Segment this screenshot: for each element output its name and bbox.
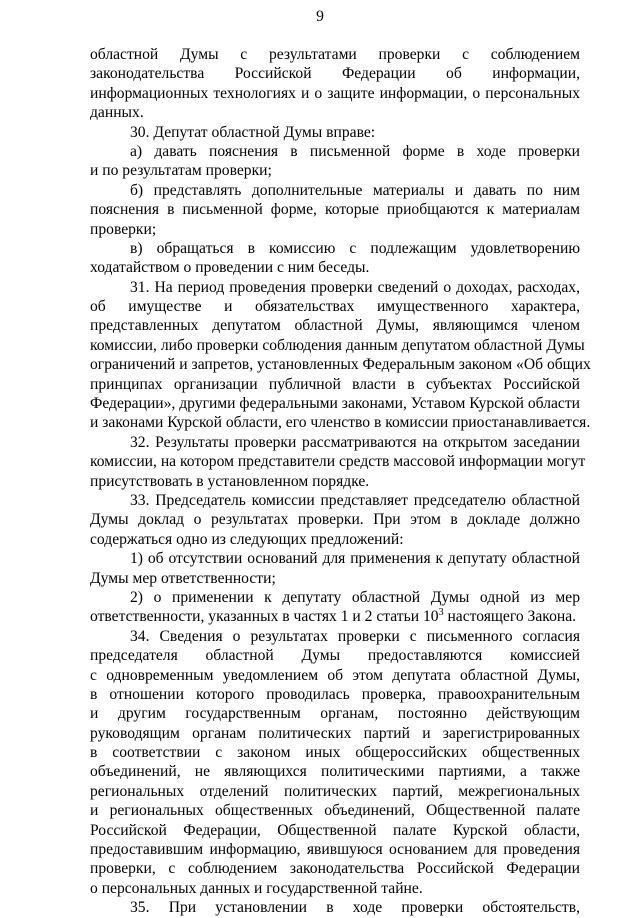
text-line-content: об имуществе и обязательствах имущественного характера, xyxy=(90,298,580,316)
text-line xyxy=(90,433,580,452)
text-line xyxy=(90,239,580,258)
text-line xyxy=(90,278,580,297)
text-line xyxy=(90,588,580,607)
text-line xyxy=(90,64,580,83)
text-line-content: а) давать пояснения в письменной форме в ходе проверки xyxy=(130,142,580,160)
text-line-content: проверки; xyxy=(90,220,157,238)
text-line-content: региональных отделений политических партий, межрегиональных xyxy=(90,782,580,800)
text-line xyxy=(90,646,580,665)
text-line-content: пояснения в письменной форме, которые приобщаются к материалам xyxy=(90,201,580,219)
text-line xyxy=(90,607,580,626)
text-line xyxy=(90,355,591,374)
text-line-content: и по результатам проверки; xyxy=(90,162,272,180)
text-line-content: данных. xyxy=(90,104,144,122)
text-line-content: и региональных общественных объединений, Общественной палате xyxy=(90,802,580,820)
text-line xyxy=(90,123,580,142)
document-body xyxy=(90,45,591,918)
text-line xyxy=(90,103,580,122)
text-line-content: и законами Курской области, его членство в комиссии приостанавливается. xyxy=(90,414,591,432)
text-line-content: 33. Председатель комиссии представляет председателю областной xyxy=(130,491,580,509)
text-line xyxy=(90,84,580,103)
text-line-content: представленных депутатом областной Думы, являющимся членом xyxy=(90,317,580,335)
text-line-content: комиссии, на котором представители средств массовой информации могут xyxy=(90,453,586,471)
text-line-content: законодательства Российской Федерации об информации, xyxy=(90,65,580,83)
text-line xyxy=(90,413,591,432)
text-line xyxy=(90,704,580,723)
text-line-content: в отношении которого проводилась проверка, правоохранительным xyxy=(90,685,580,703)
text-line-content: 34. Сведения о результатах проверки с письменного согласия xyxy=(130,627,580,645)
superscript: 3 xyxy=(438,607,444,619)
text-line-content: Федерации», другими федеральными законами, Уставом Курской области xyxy=(90,395,580,413)
text-line xyxy=(90,220,580,239)
text-line-content: областной Думы с результатами проверки с соблюдением xyxy=(90,46,580,63)
text-line-content: Думы мер ответственности; xyxy=(90,569,276,587)
text-line xyxy=(90,898,580,917)
text-line xyxy=(90,394,580,413)
text-line-content: о персональных данных и государственной тайне. xyxy=(90,879,423,897)
text-line-content: присутствовать в установленном порядке. xyxy=(90,472,370,490)
text-line xyxy=(90,840,580,859)
text-line-content: 1) об отсутствии оснований для применения к депутату областной xyxy=(130,550,580,568)
text-line xyxy=(90,724,580,743)
text-line-content: Российской Федерации, Общественной палате Курской области, xyxy=(90,821,580,839)
text-line-content: председателя областной Думы предоставляются комиссией xyxy=(90,647,580,665)
text-line xyxy=(90,452,586,471)
text-line xyxy=(90,549,580,568)
text-line xyxy=(90,200,580,219)
text-line xyxy=(90,782,580,801)
text-line-content: в соответствии с законом иных общероссийских общественных xyxy=(90,744,580,762)
text-line xyxy=(90,258,580,277)
text-line-content: 30. Депутат областной Думы вправе: xyxy=(130,123,376,141)
text-line-content: 35. При установлении в ходе проверки обстоятельств, xyxy=(130,899,580,917)
text-line-content: информационных технологиях и о защите информации, о персональных xyxy=(90,84,580,102)
text-line-content: проверки, с соблюдением законодательства Российской Федерации xyxy=(90,860,580,878)
text-line xyxy=(90,530,580,549)
text-line xyxy=(90,45,580,64)
text-line-content: содержаться одно из следующих предложений: xyxy=(90,530,404,548)
text-line xyxy=(90,762,580,781)
text-line xyxy=(90,666,580,685)
text-line-content: с одновременным уведомлением об этом депутата областной Думы, xyxy=(90,666,580,684)
text-line xyxy=(90,879,580,898)
text-line xyxy=(90,181,580,200)
text-line-content: ответственности, указанных в частях 1 и 2 статьи 10 xyxy=(90,608,439,626)
text-line xyxy=(90,297,580,316)
text-line-content: и другим государственным органам, постоянно действующим xyxy=(90,705,580,723)
text-line-content: 2) о применении к депутату областной Думы одной из мер xyxy=(130,588,580,606)
text-line-content: ходатайством о проведении с ним беседы. xyxy=(90,259,370,277)
text-line-content: Думы доклад о результатах проверки. При этом в докладе должно xyxy=(90,511,580,529)
text-line-continuation: настоящего Закона. xyxy=(443,608,577,626)
text-line xyxy=(90,859,580,878)
text-line-content: в) обращаться в комиссию с подлежащим удовлетворению xyxy=(130,239,580,257)
text-line xyxy=(90,472,580,491)
text-line-content: ограничений и запретов, установленных Федеральным законом «Об общих xyxy=(90,356,591,374)
text-line xyxy=(90,743,580,762)
text-line xyxy=(90,685,580,704)
text-line-content: б) представлять дополнительные материалы и давать по ним xyxy=(130,181,580,199)
text-line xyxy=(90,801,580,820)
text-line-content: комиссии, либо проверки соблюдения данным депутатом областной Думы xyxy=(90,336,585,354)
text-line xyxy=(90,491,580,510)
text-line-content: 31. На период проведения проверки сведений о доходах, расходах, xyxy=(130,278,580,296)
text-line xyxy=(90,142,580,161)
text-line-content: 32. Результаты проверки рассматриваются на открытом заседании xyxy=(130,433,580,451)
text-line-content: руководящим органам политических партий и зарегистрированных xyxy=(90,724,580,742)
page-number: 9 xyxy=(316,8,324,25)
text-line xyxy=(90,510,580,529)
text-line-content: объединений, не являющихся политическими партиями, а также xyxy=(90,763,580,781)
text-line xyxy=(90,375,580,394)
text-line-content: предоставившим информацию, явившуюся основанием для проведения xyxy=(90,841,580,859)
text-line xyxy=(90,627,580,646)
text-line xyxy=(90,569,580,588)
text-line-content: принципах организации публичной власти в субъектах Российской xyxy=(90,375,580,393)
text-line xyxy=(90,161,580,180)
text-line xyxy=(90,316,580,335)
text-line xyxy=(90,821,580,840)
text-line xyxy=(90,336,585,355)
